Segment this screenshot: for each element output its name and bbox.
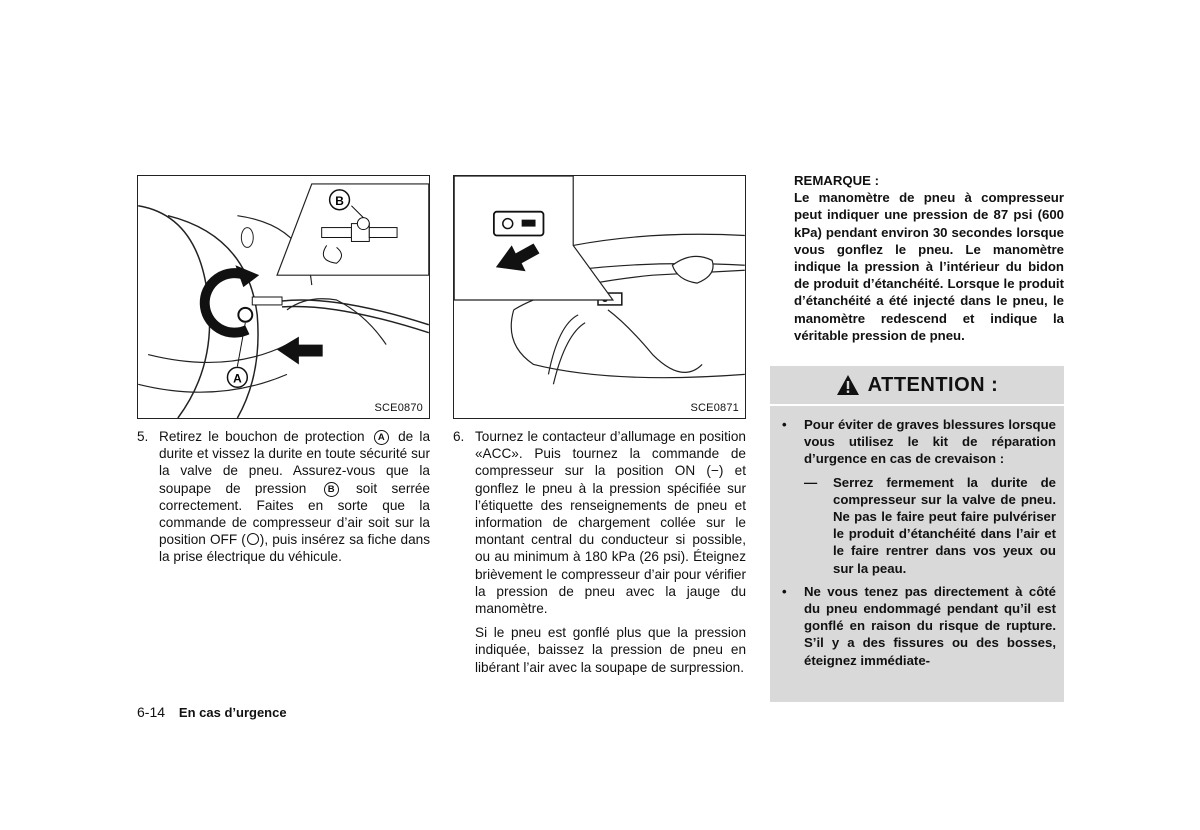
step-text: Retirez le bouchon de protection A de la durite et vissez la durite en toute sécurité sur la valve de pneu. Assurez-vous que la soupape de pression B soit serrée correctement. Faites en sorte que la commande de compresseur d’air soit sur la position OFF ( ), puis insérez sa fiche dans la prise électrique du véhicule. bbox=[159, 429, 430, 565]
page-number: 6-14 bbox=[137, 704, 166, 720]
warning-title: ATTENTION : bbox=[867, 373, 999, 396]
paragraph: Tournez le contacteur d’allumage en position «ACC». Puis tournez la commande de compresseur sur la position ON (−) et gonflez le pneu à la pression spécifiée sur l’étiquette des renseignements de pneu et information de chargement collée sur le montant central du conducteur si possible, ou au minimum à 180 kPa (26 psi). Éteignez brièvement le compresseur d’air pour vérifier la pression de pneu avec la jauge du manomètre. bbox=[475, 429, 746, 617]
callout-a: A bbox=[233, 371, 242, 386]
warning-box bbox=[770, 366, 1064, 702]
step-6 bbox=[453, 428, 746, 683]
figure-code: SCE0871 bbox=[690, 402, 739, 414]
figure-sce0870 bbox=[137, 175, 430, 419]
sub-item: — Serrez fermement la durite de compresseur sur la valve de pneu. Ne pas le faire peut faire pulvériser le produit d’étanchéité dans l’air et le faire rentrer dans vos yeux ou sur la peau. bbox=[804, 474, 1056, 576]
paragraph: Si le pneu est gonflé plus que la pression indiquée, baissez la pression de pneu en libérant l’air avec la soupape de surpression. bbox=[475, 625, 746, 675]
ignition-switch-illustration bbox=[454, 176, 745, 418]
warning-header bbox=[770, 366, 1064, 406]
warning-triangle-icon bbox=[836, 374, 860, 396]
step-number: 5. bbox=[137, 429, 149, 444]
step-5 bbox=[137, 428, 430, 566]
callout-b: B bbox=[335, 193, 344, 208]
callout-b-marker: B bbox=[324, 482, 339, 497]
tire-hose-illustration bbox=[138, 176, 429, 418]
page-footer bbox=[137, 704, 287, 720]
warning-list bbox=[780, 416, 1056, 675]
figure-sce0871 bbox=[453, 175, 746, 419]
remark-title: REMARQUE : bbox=[794, 173, 879, 188]
off-symbol-icon bbox=[247, 533, 259, 545]
section-title: En cas d’urgence bbox=[178, 705, 287, 720]
list-item: • Pour éviter de graves blessures lorsque vous utilisez le kit de réparation d’urgence en cas de crevaison : — Serrez fermement la durite de compresseur sur la valve de pneu. Ne pas le faire peut faire pulvériser le produit d’étanchéité dans l’air et le faire rentrer dans vos yeux ou sur la peau. bbox=[782, 417, 1056, 576]
remark-text: Le manomètre de pneu à compresseur peut indiquer une pression de 87 psi (600 kPa) pendant environ 30 secondes lorsque vous gonflez le pneu. Le manomètre indique la pression à l’intérieur du bidon de produit d’étanchéité. Lorsque le produit d’étanchéité a été injecté dans le pneu, le manomètre redescend et indique la véritable pression de pneu. bbox=[794, 190, 1064, 343]
remark-note bbox=[794, 172, 1064, 344]
callout-a-marker: A bbox=[374, 430, 389, 445]
list-item: • Ne vous tenez pas directement à côté du pneu endommagé pendant qu’il est gonflé en raison du risque de rupture. S’il y a des fissures ou des bosses, éteignez immédiate- bbox=[782, 583, 1056, 668]
step-text bbox=[475, 428, 746, 676]
figure-code: SCE0870 bbox=[374, 402, 423, 414]
step-number: 6. bbox=[453, 429, 465, 444]
